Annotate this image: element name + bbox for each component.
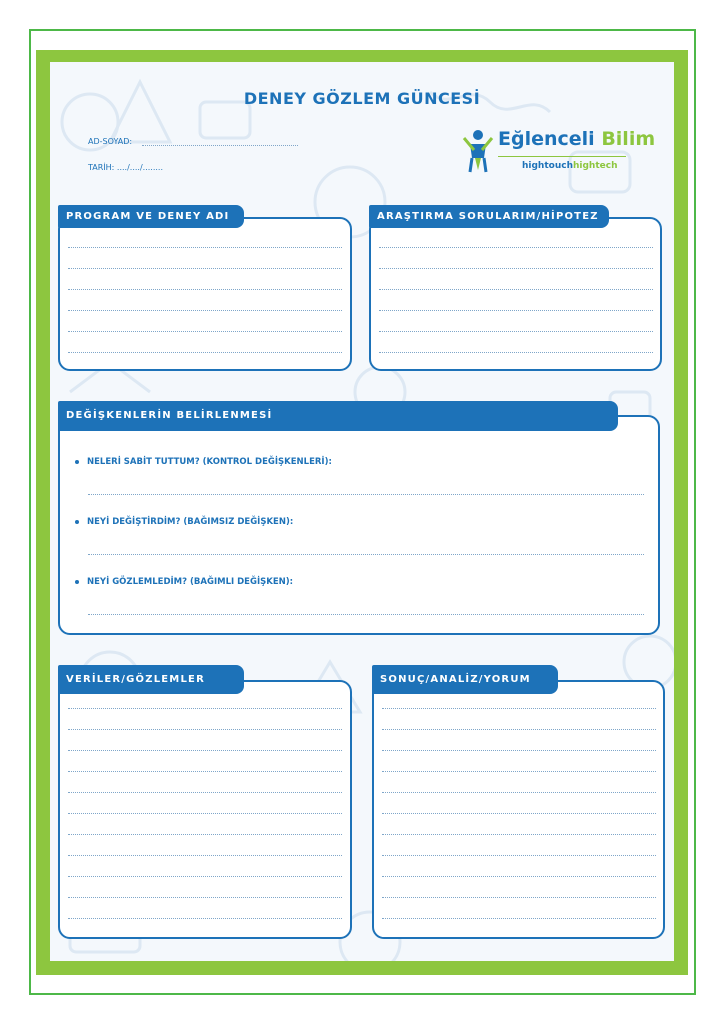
hypothesis-answer-lines[interactable] — [379, 227, 653, 353]
conclusion-section-header: SONUÇ/ANALİZ/YORUM — [372, 665, 558, 694]
program-answer-lines[interactable] — [68, 227, 342, 353]
brand-logo — [462, 128, 656, 178]
brand-name: Eğlenceli Bilim — [498, 128, 656, 150]
scientist-icon — [462, 128, 494, 174]
program-section-header: PROGRAM VE DENEY ADI — [58, 205, 244, 228]
date-label: TARİH: — [88, 163, 115, 172]
control-variables-question: NELERİ SABİT TUTTUM? (KONTROL DEĞİŞKENLERİ): — [75, 457, 332, 467]
data-section-header: VERİLER/GÖZLEMLER — [58, 665, 244, 694]
program-box — [58, 217, 352, 371]
date-blanks: ..../..../........ — [116, 163, 163, 172]
independent-variable-question: NEYİ DEĞİŞTİRDİM? (BAĞIMSIZ DEĞİŞKEN): — [75, 517, 293, 527]
conclusion-answer-lines[interactable] — [382, 688, 656, 919]
data-answer-lines[interactable] — [68, 688, 342, 919]
hypothesis-box — [369, 217, 662, 371]
hypothesis-section-header: ARAŞTIRMA SORULARIM/HİPOTEZ — [369, 205, 609, 228]
variables-section-header: DEĞİŞKENLERİN BELİRLENMESİ — [58, 401, 618, 431]
data-box — [58, 680, 352, 939]
independent-variable-answer[interactable] — [88, 554, 644, 555]
logo-divider — [498, 156, 626, 157]
page-title: DENEY GÖZLEM GÜNCESİ — [243, 89, 481, 108]
dependent-variable-answer[interactable] — [88, 614, 644, 615]
dependent-variable-question: NEYİ GÖZLEMLEDİM? (BAĞIMLI DEĞİŞKEN): — [75, 577, 293, 587]
date-field[interactable] — [88, 163, 163, 172]
control-variables-answer[interactable] — [88, 494, 644, 495]
name-field[interactable] — [142, 145, 298, 146]
conclusion-box — [372, 680, 665, 939]
name-label: AD-SOYAD: — [88, 137, 133, 146]
brand-tagline: hightouchhightech — [522, 161, 618, 171]
